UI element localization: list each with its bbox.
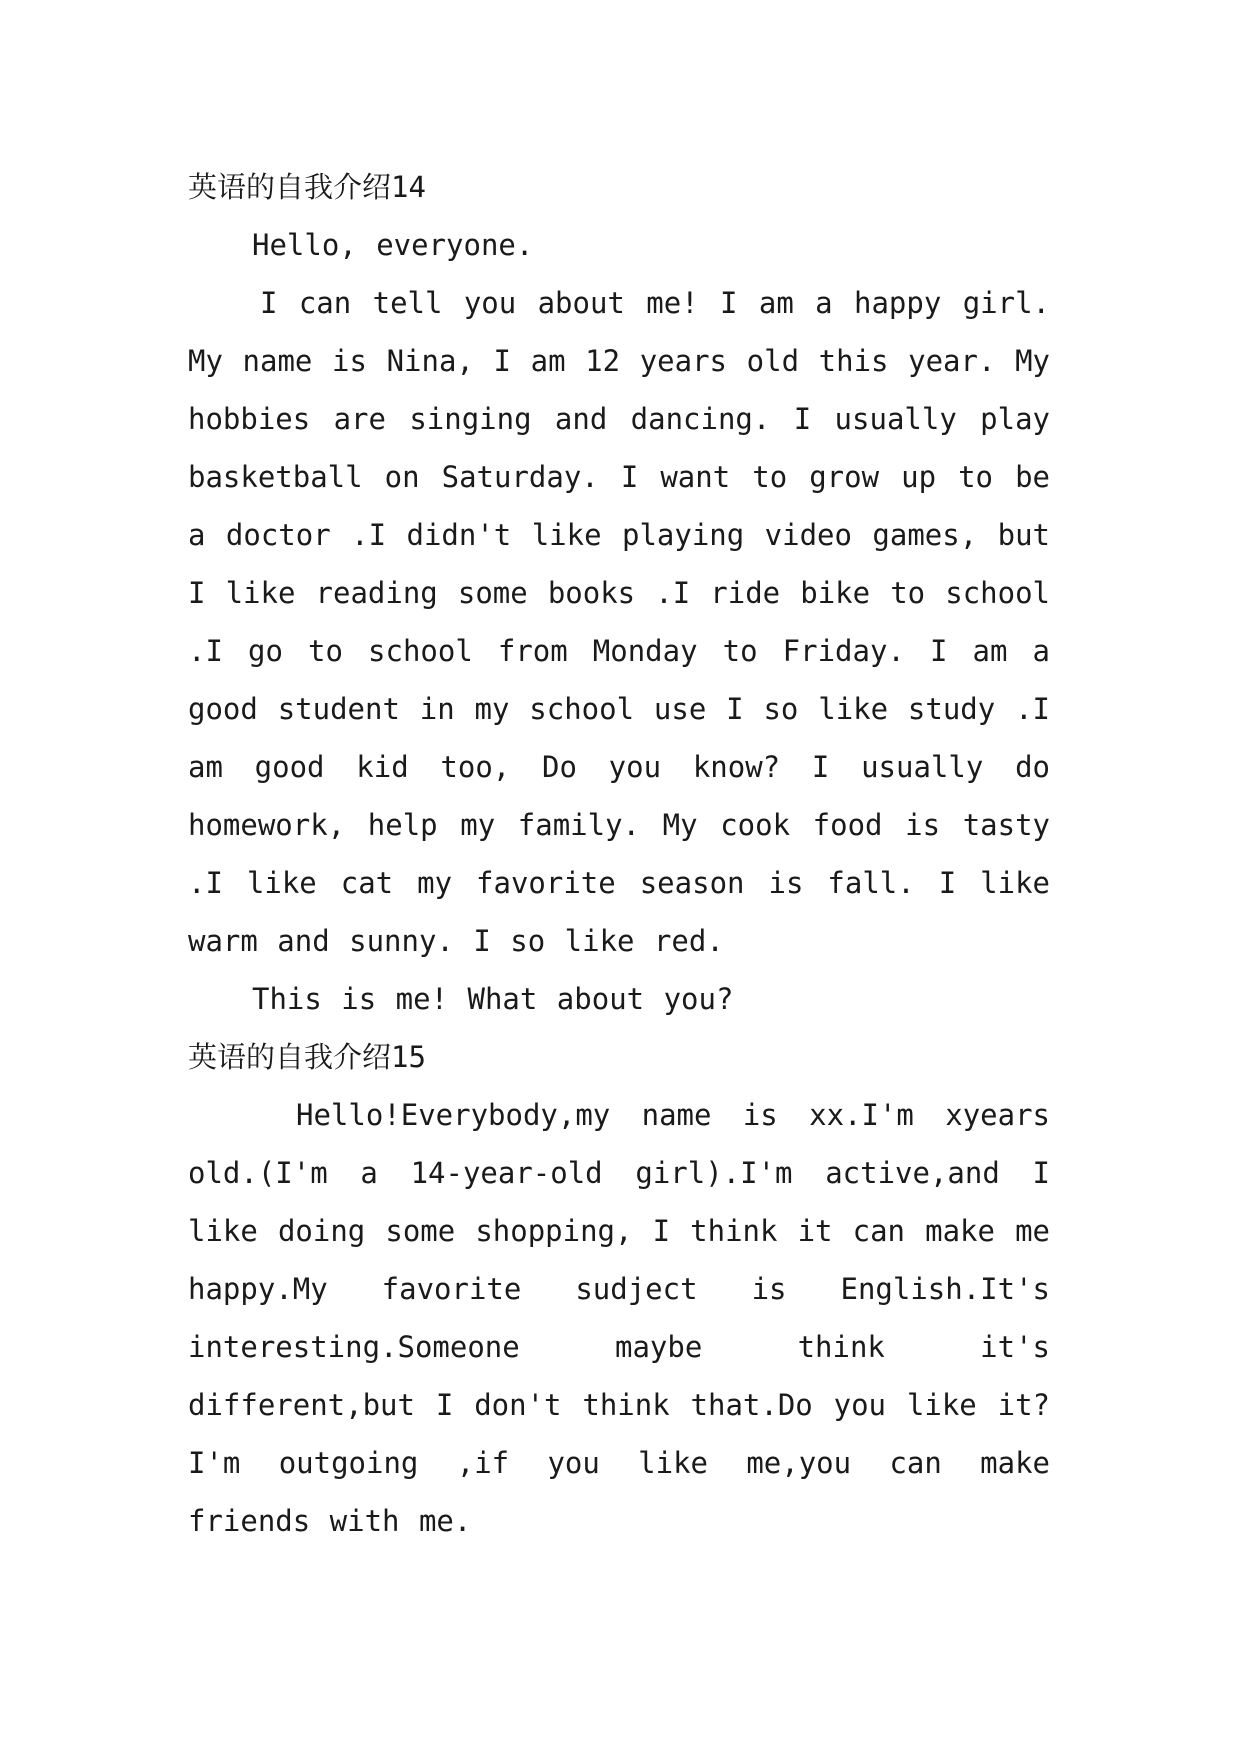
closing-paragraph: This is me! What about you? — [252, 982, 734, 1016]
document-page — [188, 158, 1050, 1550]
greeting-paragraph: Hello, everyone. — [252, 228, 534, 262]
section-heading: 英语的自我介绍14 — [188, 170, 426, 204]
section-15 — [188, 1028, 1050, 1550]
body-paragraph: I can tell you about me! I am a happy girl. My name is Nina, I am 12 years old this year. My hobbies are singing and dancing. I usually play basketball on Saturday. I want to grow up to be a doctor .I didn't like playing video games, but I like reading some books .I ride bike to school .I go to school from Monday to Friday. I am a good student in my school use I so like study .I am good kid too, Do you know? I usually do homework, help my family. My cook food is tasty .I like cat my favorite season is fall. I like warm and sunny. I so like red. — [188, 286, 1050, 958]
section-14 — [188, 158, 1050, 1028]
body-paragraph: Hello!Everybody,my name is xx.I'm xyears old.(I'm a 14-year-old girl).I'm active,and I like doing some shopping, I think it can make me happy.My favorite sudject is English.It's interesting.Someone maybe think it's different,but I don't think that.Do you like it? I'm outgoing ,if you like me,you can make friends with me. — [188, 1098, 1050, 1538]
section-heading: 英语的自我介绍15 — [188, 1040, 426, 1074]
